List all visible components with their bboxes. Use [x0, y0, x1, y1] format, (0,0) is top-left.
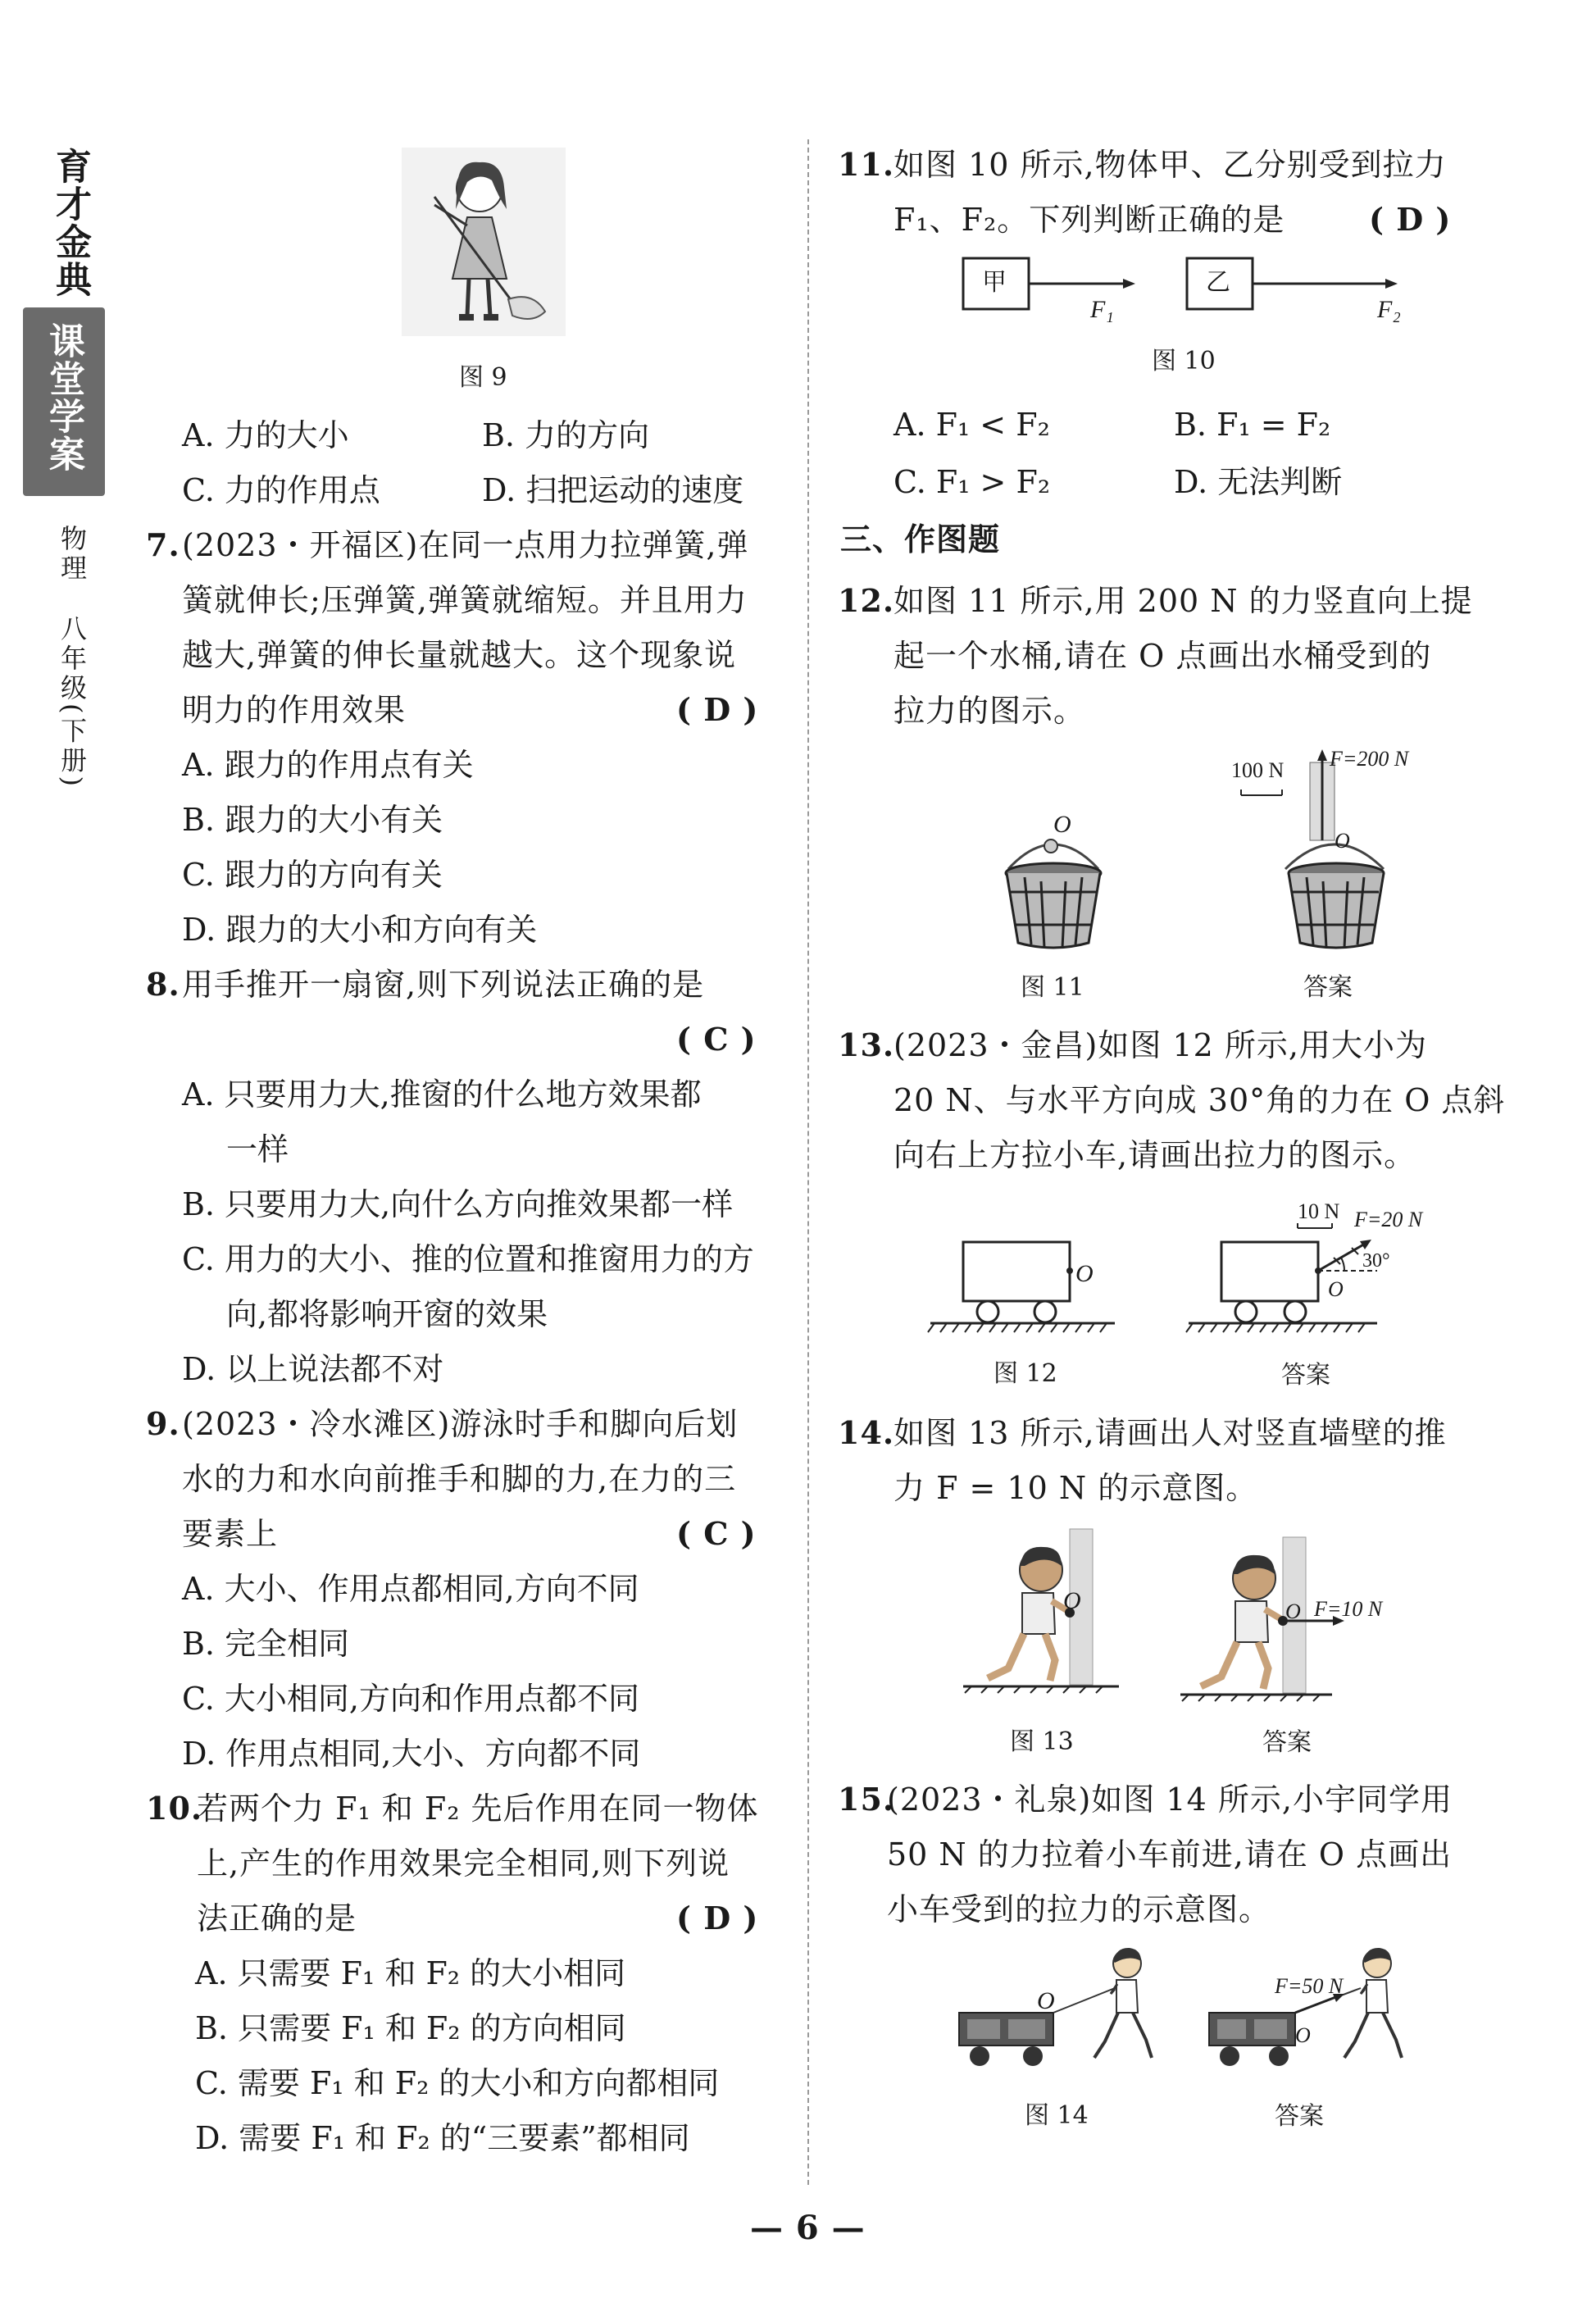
q8-option-a: A. 只要用力大,推窗的什么地方效果都 [182, 1076, 702, 1113]
q6-option-d: D. 扫把运动的速度 [482, 472, 744, 508]
fig10-f2-label: F₂ [1377, 296, 1401, 323]
series-vertical: 课堂学案 [43, 322, 84, 473]
q13-line-3: 向右上方拉小车,请画出拉力的图示。 [893, 1137, 1416, 1173]
fig14-answer-caption: 答案 [1275, 2102, 1324, 2131]
sidebar [16, 139, 107, 877]
q11-line-1: 如图 10 所示,物体甲、乙分别受到拉力 [893, 147, 1447, 183]
fig11-answer-point-o: O [1335, 829, 1350, 853]
q12-line-3: 拉力的图示。 [893, 693, 1086, 729]
q6-option-a: A. 力的大小 [182, 417, 349, 453]
fig13-answer-caption: 答案 [1262, 1728, 1312, 1757]
q15-line-3: 小车受到的拉力的示意图。 [887, 1891, 1271, 1927]
fig12-force-label: F=20 N [1354, 1208, 1423, 1231]
q11-option-c: C. F₁ > F₂ [893, 464, 1051, 500]
q15-line-1: (2023・礼泉)如图 14 所示,小宇同学用 [887, 1782, 1453, 1818]
brand-vertical: 育才金典 [49, 148, 91, 298]
page-number: — 6 — [750, 2209, 866, 2247]
q14-line-1: 如图 13 所示,请画出人对竖直墙壁的推 [893, 1415, 1447, 1451]
q13-number: 13. [838, 1026, 895, 1063]
fig14-force-label: F=50 N [1275, 1974, 1344, 1998]
q9-option-a: A. 大小、作用点都相同,方向不同 [182, 1571, 639, 1607]
q10-line-1: 若两个力 F₁ 和 F₂ 先后作用在同一物体 [197, 1791, 759, 1827]
q13-line-1: (2023・金昌)如图 12 所示,用大小为 [893, 1027, 1427, 1063]
q9-number: 9. [146, 1405, 180, 1442]
fig11-point-o: O [1053, 811, 1071, 838]
fig10-box1-label: 甲 [982, 268, 1007, 297]
q8-number: 8. [146, 966, 180, 1003]
q7-line-3: 越大,弹簧的伸长量就越大。这个现象说 [182, 637, 737, 673]
fig10-f1-label: F₁ [1090, 296, 1114, 323]
q8-answer: ( C ) [676, 1021, 757, 1058]
fig9-caption: 图 9 [459, 363, 507, 392]
q8-option-d: D. 以上说法都不对 [182, 1351, 444, 1387]
fig11-force-label: F=200 N [1330, 747, 1409, 771]
q11-line-2: F₁、F₂。下列判断正确的是 [893, 202, 1285, 238]
q15-number: 15. [838, 1781, 895, 1818]
q10-option-b: B. 只需要 F₁ 和 F₂ 的方向相同 [195, 2010, 626, 2046]
fig10-caption: 图 10 [1152, 347, 1216, 375]
q7-line-1: (2023・开福区)在同一点用力拉弹簧,弹 [182, 527, 749, 563]
q10-line-2: 上,产生的作用效果完全相同,则下列说 [197, 1845, 730, 1882]
q8-option-b: B. 只要用力大,向什么方向推效果都一样 [182, 1186, 734, 1222]
q7-line-4: 明力的作用效果 [182, 692, 407, 728]
q8-option-a-cont: 一样 [226, 1131, 289, 1167]
q7-line-2: 簧就伸长;压弹簧,弹簧就缩短。并且用力 [182, 582, 748, 618]
q7-option-b: B. 跟力的大小有关 [182, 802, 443, 838]
q11-number: 11. [838, 146, 895, 183]
fig11-scale-label: 100 N [1231, 758, 1285, 782]
q10-option-d: D. 需要 F₁ 和 F₂ 的“三要素”都相同 [195, 2120, 690, 2156]
fig14-caption: 图 14 [1025, 2101, 1089, 2130]
fig12-answer-point-o: O [1328, 1277, 1344, 1301]
fig12-point-o: O [1075, 1260, 1094, 1287]
q8-line-1: 用手推开一扇窗,则下列说法正确的是 [182, 967, 705, 1003]
q10-answer: ( D ) [676, 1900, 759, 1936]
fig11-scale-bar [1239, 787, 1289, 797]
q7-option-d: D. 跟力的大小和方向有关 [182, 912, 538, 948]
q8-option-c-cont: 向,都将影响开窗的效果 [226, 1296, 548, 1332]
fig14-answer-boy-cart [1197, 1943, 1418, 2074]
q9-line-1: (2023・冷水滩区)游泳时手和脚向后划 [182, 1406, 739, 1442]
q11-option-b: B. F₁ = F₂ [1174, 407, 1331, 443]
q9-option-c: C. 大小相同,方向和作用点都不同 [182, 1681, 639, 1717]
fig9-girl-sweeping [402, 148, 566, 336]
q10-option-a: A. 只需要 F₁ 和 F₂ 的大小相同 [195, 1955, 626, 1991]
fig12-cart [926, 1238, 1131, 1336]
q9-option-d: D. 作用点相同,大小、方向都不同 [182, 1736, 641, 1772]
q12-line-2: 起一个水桶,请在 O 点画出水桶受到的 [893, 638, 1432, 674]
q13-line-2: 20 N、与水平方向成 30°角的力在 O 点斜 [893, 1082, 1506, 1118]
subject-vertical: 物理 [57, 525, 88, 584]
fig11-bucket [1000, 828, 1107, 951]
fig12-force-arrow [1318, 1243, 1366, 1271]
q15-line-2: 50 N 的力拉着小车前进,请在 O 点画出 [887, 1836, 1453, 1873]
fig14-point-o: O [1037, 1987, 1055, 2014]
q7-answer: ( D ) [676, 691, 759, 728]
fig13-point-o: O [1063, 1587, 1081, 1614]
q14-number: 14. [838, 1414, 895, 1451]
q9-option-b: B. 完全相同 [182, 1626, 350, 1662]
fig10-box2-label: 乙 [1206, 268, 1230, 297]
fig11-answer-caption: 答案 [1303, 973, 1353, 1002]
q7-number: 7. [146, 526, 180, 563]
fig12-scale-label: 10 N [1298, 1199, 1340, 1223]
q11-option-d: D. 无法判断 [1174, 464, 1343, 500]
fig13-boy-wall [963, 1529, 1127, 1693]
q8-option-c: C. 用力的大小、推的位置和推窗用力的方 [182, 1241, 754, 1277]
fig12-angle-label: 30° [1362, 1250, 1390, 1272]
q6-option-b: B. 力的方向 [482, 417, 650, 453]
q9-line-3: 要素上 [182, 1516, 279, 1552]
series-banner [23, 307, 105, 496]
column-divider [807, 139, 809, 2185]
fig14-answer-point-o: O [1295, 2023, 1311, 2047]
q9-answer: ( C ) [676, 1515, 757, 1552]
fig13-force-label: F=10 N [1314, 1597, 1383, 1621]
q10-line-3: 法正确的是 [197, 1900, 357, 1936]
q12-number: 12. [838, 582, 895, 619]
q9-line-2: 水的力和水向前推手和脚的力,在力的三 [182, 1461, 737, 1497]
fig13-answer-point-o: O [1285, 1599, 1301, 1623]
fig10-diagram [959, 254, 1418, 328]
fig13-caption: 图 13 [1010, 1727, 1074, 1756]
q10-number: 10. [146, 1790, 203, 1827]
grade-vertical: 八年级(下册) [57, 615, 88, 790]
fig12-answer-caption: 答案 [1281, 1361, 1330, 1390]
q11-option-a: A. F₁ < F₂ [893, 407, 1050, 443]
q11-answer: ( D ) [1369, 201, 1452, 238]
q7-option-a: A. 跟力的作用点有关 [182, 747, 474, 783]
fig11-caption: 图 11 [1021, 973, 1084, 1002]
q10-option-c: C. 需要 F₁ 和 F₂ 的大小和方向都相同 [195, 2065, 720, 2101]
fig12-caption: 图 12 [994, 1359, 1057, 1388]
q7-option-c: C. 跟力的方向有关 [182, 857, 443, 893]
q6-option-c: C. 力的作用点 [182, 472, 380, 508]
q14-line-2: 力 F = 10 N 的示意图。 [893, 1470, 1258, 1506]
section-title: 三、作图题 [840, 521, 1001, 557]
q12-line-1: 如图 11 所示,用 200 N 的力竖直向上提 [893, 583, 1473, 619]
